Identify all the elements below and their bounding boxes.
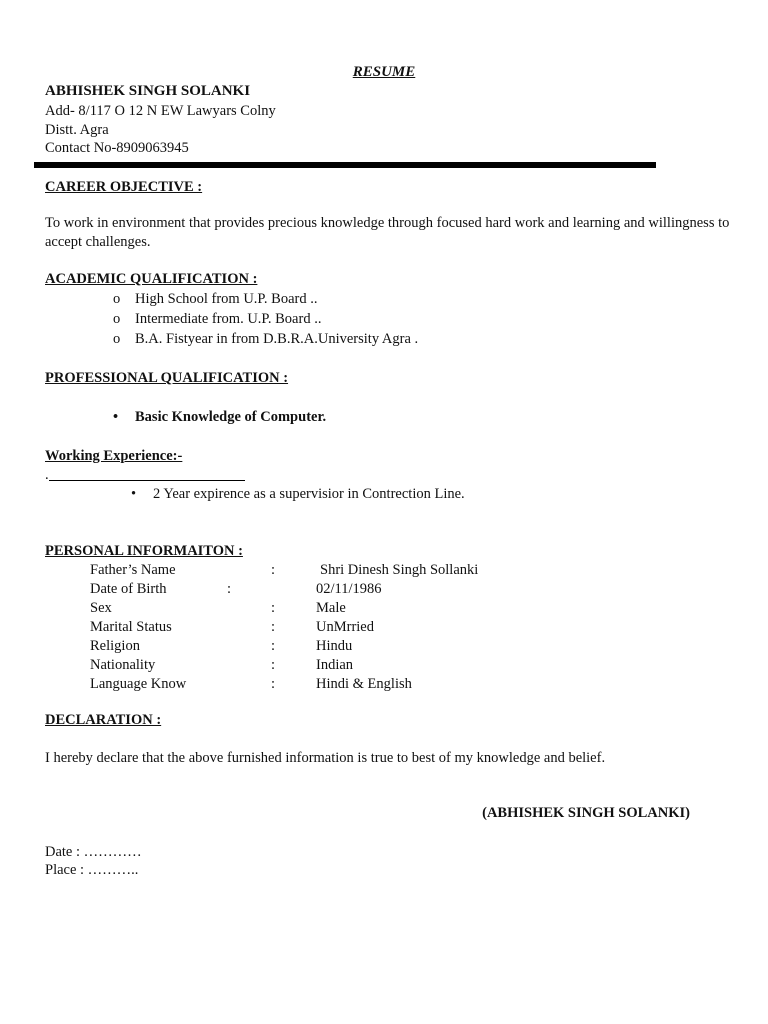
field-separator: : [271, 600, 276, 616]
field-value: Male [316, 600, 346, 616]
professional-list [113, 407, 326, 427]
field-label: Date of Birth [90, 581, 167, 597]
academic-list [113, 289, 418, 349]
list-item: • Basic Knowledge of Computer. [113, 409, 327, 425]
field-separator: : [271, 676, 276, 692]
career-objective-text: To work in environment that provides precious knowledge through focused hard work and learning and willingness to accept challenges. [45, 215, 730, 250]
field-separator: : [271, 657, 276, 673]
experience-underline [49, 480, 245, 481]
field-label: Father’s Name [90, 562, 176, 578]
list-item: o High School from U.P. Board .. [113, 291, 318, 307]
experience-lead: . [45, 467, 49, 483]
date-line: Date : ………… [45, 844, 142, 860]
personal-heading: PERSONAL INFORMAITON : [45, 543, 243, 559]
experience-list [131, 484, 465, 504]
contact-line: Contact No-8909063945 [45, 140, 189, 156]
field-separator: : [271, 562, 276, 578]
circle-bullet-icon: o [113, 291, 121, 307]
field-separator: : [271, 619, 276, 635]
field-separator: : [227, 581, 232, 597]
resume-title: RESUME [352, 64, 416, 80]
header-divider [34, 162, 656, 168]
field-value: Shri Dinesh Singh Sollanki [320, 562, 479, 578]
field-label: Nationality [90, 657, 156, 673]
list-item: o Intermediate from. U.P. Board .. [113, 311, 322, 327]
district-line: Distt. Agra [45, 122, 109, 138]
professional-heading: PROFESSIONAL QUALIFICATION : [45, 370, 289, 386]
field-label: Sex [90, 600, 112, 616]
declaration-text: I hereby declare that the above furnished information is true to best of my knowledge and belief. [45, 750, 606, 766]
career-objective-heading: CAREER OBJECTIVE : [45, 179, 203, 195]
list-item: • 2 Year expirence as a supervisior in Contrection Line. [131, 486, 465, 502]
address-line: Add- 8/117 O 12 N EW Lawyars Colny [45, 103, 276, 119]
signature-name: (ABHISHEK SINGH SOLANKI) [482, 805, 690, 821]
field-label: Religion [90, 638, 140, 654]
field-value: Hindu [316, 638, 353, 654]
field-label: Marital Status [90, 619, 172, 635]
circle-bullet-icon: o [113, 331, 121, 347]
experience-heading: Working Experience:- [45, 448, 183, 464]
field-label: Language Know [90, 676, 187, 692]
list-item: o B.A. Fistyear in from D.B.R.A.University Agra . [113, 331, 419, 347]
candidate-name: ABHISHEK SINGH SOLANKI [45, 83, 251, 99]
field-value: Indian [316, 657, 354, 673]
place-line: Place : ……….. [45, 862, 139, 878]
circle-bullet-icon: o [113, 311, 121, 327]
field-separator: : [271, 638, 276, 654]
academic-heading: ACADEMIC QUALIFICATION : [45, 271, 258, 287]
dot-bullet-icon: • [113, 409, 119, 425]
declaration-heading: DECLARATION : [45, 712, 162, 728]
field-value: Hindi & English [316, 676, 412, 692]
field-value: UnMrried [316, 619, 374, 635]
field-value: 02/11/1986 [316, 581, 382, 597]
dot-bullet-icon: • [131, 486, 137, 502]
